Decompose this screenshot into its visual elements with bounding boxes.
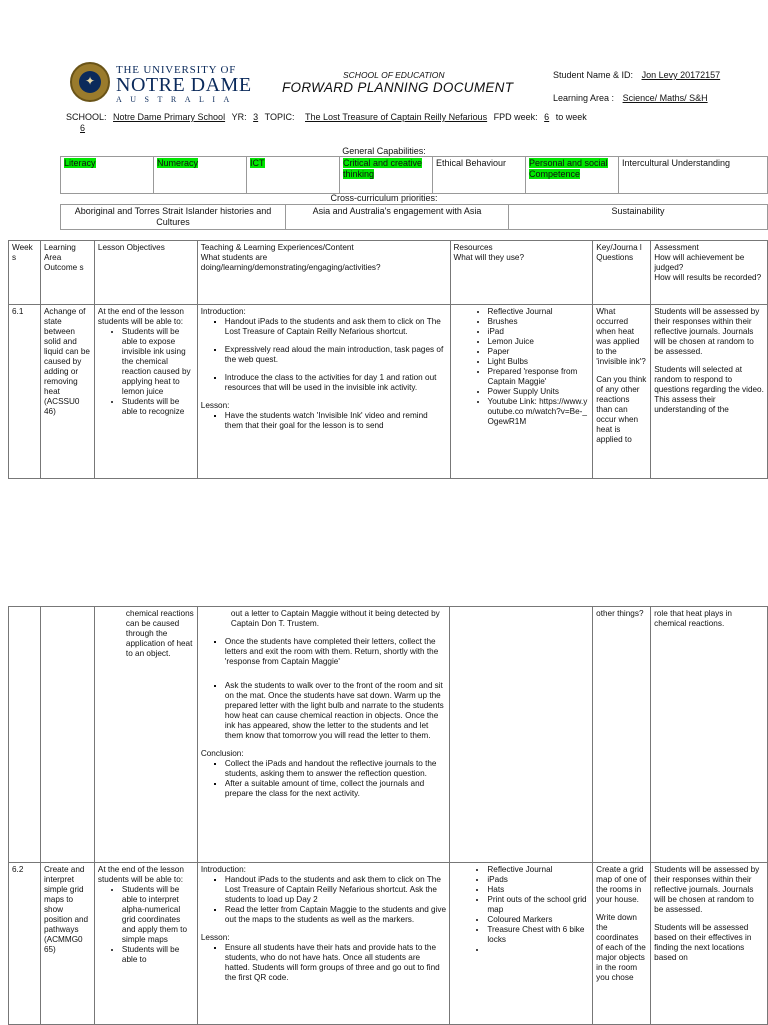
- logo-line-2: NOTRE DAME: [116, 74, 252, 96]
- page-gap: [0, 480, 768, 606]
- crest-icon: ✦: [70, 62, 110, 102]
- student-info: [553, 70, 720, 80]
- learning-area-label: Learning Area :: [553, 93, 615, 103]
- row-outcome: Create and interpret simple grid maps to show position and pathways (ACMMG0 65): [40, 863, 94, 1025]
- learning-area: [553, 93, 708, 103]
- row-assessment: Students will be assessed by their responses within their reflective journals. Journals will be chosen at random to be assessed. Students will be assessed based on their effectives in finding the next locations based on: [651, 863, 768, 1025]
- row-week: [9, 607, 41, 863]
- ccp-sustainability: Sustainability: [509, 205, 768, 230]
- topic-label: TOPIC:: [264, 112, 295, 122]
- row-objectives: At the end of the lesson students will be able to: • Students will be able to expose invisible ink using the chemical reaction caused by applying heat to lemon juice • Students will be able to recognize: [94, 305, 197, 479]
- page-2: [0, 606, 768, 1024]
- fpd-label: FPD week:: [493, 112, 538, 122]
- logo-line-1: THE UNIVERSITY OF: [116, 64, 237, 76]
- ccp-aboriginal: Aboriginal and Torres Strait Islander histories and Cultures: [61, 205, 286, 230]
- table-row: [9, 305, 768, 479]
- document-title: FORWARD PLANNING DOCUMENT: [282, 80, 514, 95]
- capability-intercultural: Intercultural Understanding: [619, 157, 768, 194]
- capability-critical: Critical and creative thinking: [340, 157, 433, 194]
- header-resources: Resources What will they use?: [450, 241, 593, 305]
- university-logo: [70, 62, 252, 106]
- row-teaching: out a letter to Captain Maggie without it being detected by Captain Don T. Trustem. ▪ Once the students have completed their letters, collect the letters and exit the room with them. Return, shortly with the 'response from Captain Maggie' ▪ Ask the students to walk over to the front of the room and sit on the mat. Once the students have sat down. Warm up the prepared letter with the light bulb and narrate to the students how heat can cause chemical reaction in objects. Once the ink has appeared, show the letter to the students and let them know that tomorrow you will read the letter to them. Conclusion: ▪ Collect the iPads and handout the reflective journals to the students, asking them to answer the reflection question. ▪ After a suitable amount of time, collect the journals and prepare the class for the next activity.: [197, 607, 450, 863]
- yr-label: YR:: [231, 112, 247, 122]
- capability-ethical: Ethical Behaviour: [433, 157, 526, 194]
- to-week-label: to week: [555, 112, 587, 122]
- row-objectives: At the end of the lesson students will be able to: • Students will be able to interpret alpha-numerical grid coordinates and apply them to simple maps • Students will be able to: [94, 863, 197, 1025]
- header-weeks: Week s: [9, 241, 41, 305]
- general-capabilities-title: General Capabilities:: [342, 146, 426, 156]
- header-key-questions: Key/Journa l Questions: [593, 241, 651, 305]
- capability-literacy: Literacy: [61, 157, 154, 194]
- school-row: [66, 112, 716, 134]
- planning-table-page2: [8, 606, 768, 1025]
- row-teaching: Introduction: ▪ Handout iPads to the students and ask them to click on The Lost Treasure of Captain Reilly Nefarious shortcut. ▪ Expressively read aloud the main introduction, task pages of the web quest. ▪ Introduce the class to the activities for day 1 and ration out resources that will be used in the invisible ink activity. Lesson: ▪ Have the students watch 'Invisible Ink' video and remind them that their goal for the lesson is to send: [197, 305, 450, 479]
- fpd-from: 6: [544, 112, 550, 122]
- general-capabilities-table: [60, 156, 768, 194]
- cross-curriculum-table: [60, 204, 768, 230]
- ccp-asia: Asia and Australia's engagement with Asia: [286, 205, 509, 230]
- row-week: 6.2: [9, 863, 41, 1025]
- cross-curriculum-title: Cross-curriculum priorities:: [330, 193, 438, 203]
- capability-personal: Personal and social Competence: [526, 157, 619, 194]
- student-label: Student Name & ID:: [553, 70, 634, 80]
- student-value: Jon Levy 20172157: [641, 70, 721, 80]
- row-teaching: Introduction: ▪ Handout iPads to the students and ask them to click on The Lost Treasure of Captain Reilly Nefarious shortcut. Ask the students to load up Day 2 ▪ Read the letter from Captain Maggie to the students and give out the maps to the students as well as the markers. Lesson: ▪ Ensure all students have their hats and provide hats to the students, who do not have hats. Once all students are hatted. Students will form groups of three and go out to find the first QR code.: [197, 863, 450, 1025]
- table-row: [9, 863, 768, 1025]
- planning-table-page1: [8, 240, 768, 479]
- page-1: [0, 0, 768, 480]
- row-resources: • Reflective Journal • Brushes • iPad • Lemon Juice • Paper • Light Bulbs • Prepared 'response from Captain Maggie' • Power Supply Units • Youtube Link: https://www.youtube.co m/watch?v=Be-_OgewR1M: [450, 305, 593, 479]
- school-label: SCHOOL:: [66, 112, 107, 122]
- learning-area-value: Science/ Maths/ S&H: [622, 93, 708, 103]
- fpd-to: 6: [80, 123, 86, 133]
- topic-value: The Lost Treasure of Captain Reilly Nefarious: [305, 112, 488, 122]
- logo-line-3: AUSTRALIA: [116, 95, 238, 104]
- header-objectives: Lesson Objectives: [94, 241, 197, 305]
- row-outcome: Achange of state between solid and liquid can be caused by adding or removing heat (ACSSU0 46): [40, 305, 94, 479]
- row-resources: • Reflective Journal • iPads • Hats • Print outs of the school grid map • Coloured Markers • Treasure Chest with 6 bike locks •: [450, 863, 593, 1025]
- row-key-questions: What occurred when heat was applied to the 'invisible ink'? Can you think of any other reactions than can occur when heat is applied to: [593, 305, 651, 479]
- row-key-questions: Create a grid map of one of the rooms in your house. Write down the coordinates of each of the major objects in the room you chose: [593, 863, 651, 1025]
- yr-value: 3: [253, 112, 259, 122]
- row-objectives: chemical reactions can be caused through the application of heat to an object.: [94, 607, 197, 863]
- header-assessment: Assessment How will achievement be judged? How will results be recorded?: [651, 241, 768, 305]
- row-key-questions: other things?: [593, 607, 651, 863]
- row-assessment: Students will be assessed by their responses within their reflective journals. Journals will be chosen at random to be assessed. Students will selected at random to respond to questions regarding the video. This assess their understanding of the: [651, 305, 768, 479]
- row-week: 6.1: [9, 305, 41, 479]
- row-assessment: role that heat plays in chemical reactions.: [651, 607, 768, 863]
- header-teaching: Teaching & Learning Experiences/Content What students are doing/learning/demonstrating/engaging/activities?: [197, 241, 450, 305]
- capability-ict: ICT: [247, 157, 340, 194]
- table-header-row: [9, 241, 768, 305]
- table-row: [9, 607, 768, 863]
- school-of-education: SCHOOL OF EDUCATION: [343, 70, 445, 80]
- capability-numeracy: Numeracy: [154, 157, 247, 194]
- row-outcome: [40, 607, 94, 863]
- header-outcome: Learning Area Outcome s: [40, 241, 94, 305]
- row-resources: [450, 607, 593, 863]
- school-value: Notre Dame Primary School: [113, 112, 226, 122]
